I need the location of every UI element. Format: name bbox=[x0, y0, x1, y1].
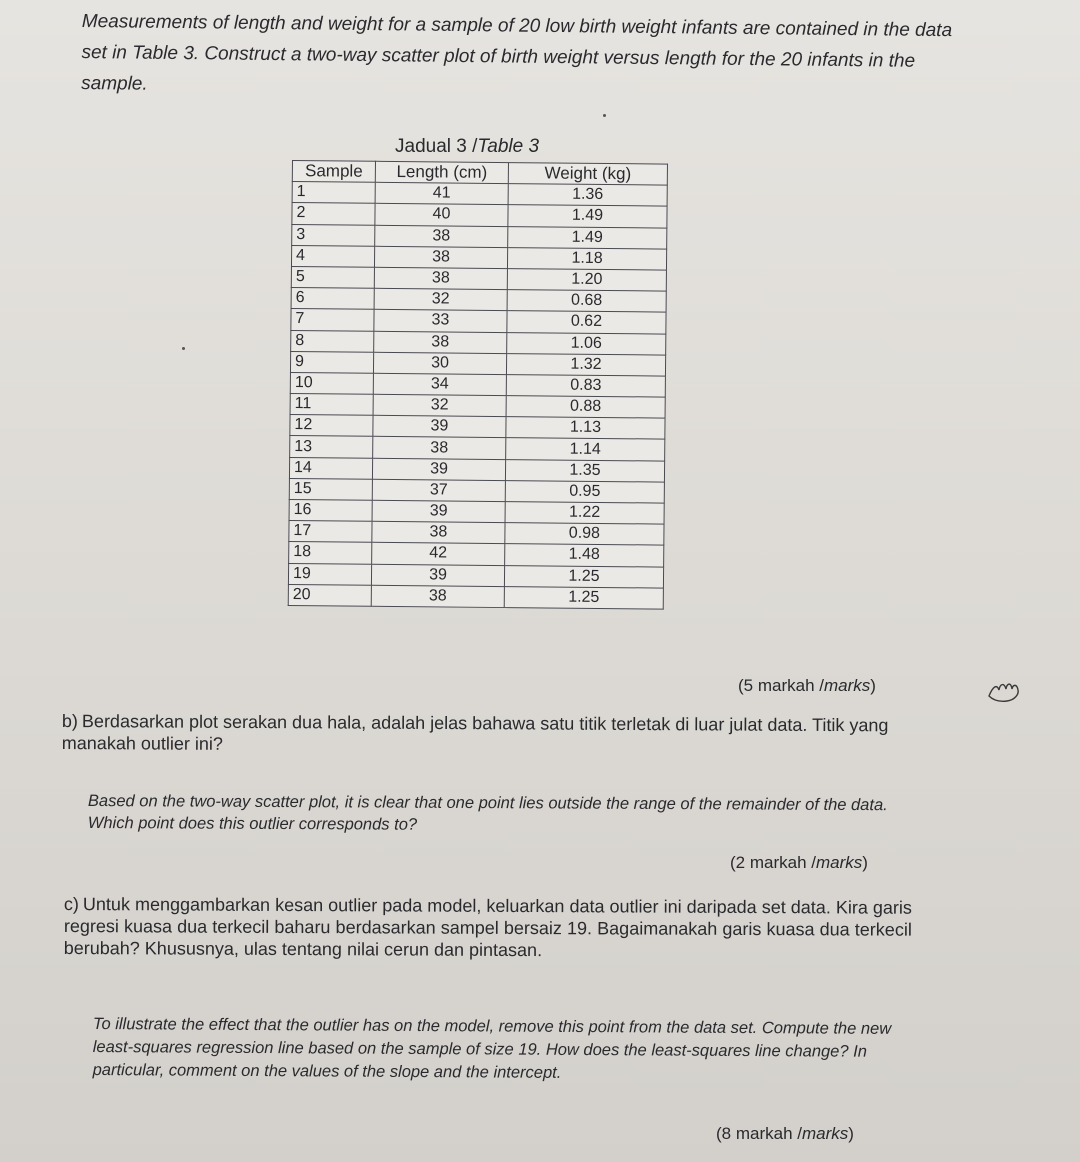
cell-length: 33 bbox=[374, 310, 507, 332]
cell-length: 38 bbox=[372, 521, 505, 543]
part-b-letter: b) bbox=[61, 711, 79, 732]
part-c-letter: c) bbox=[63, 894, 79, 915]
cell-weight: 1.25 bbox=[504, 586, 663, 609]
cell-length: 32 bbox=[373, 394, 506, 416]
part-c-ms bbox=[64, 893, 912, 963]
cell-length: 37 bbox=[372, 479, 505, 501]
cell-weight: 1.22 bbox=[505, 502, 664, 525]
part-b-en: Based on the two-way scatter plot, it is clear that one point lies outside the range of the remainder of the data. Which point does this outlier corresponds to? bbox=[87, 792, 888, 834]
data-table bbox=[288, 160, 668, 610]
cell-weight: 1.49 bbox=[508, 205, 667, 228]
cell-length: 30 bbox=[373, 352, 506, 374]
cell-weight: 1.49 bbox=[508, 226, 667, 249]
cell-length: 38 bbox=[375, 225, 508, 247]
cell-sample: 8 bbox=[291, 330, 374, 352]
cell-length: 39 bbox=[372, 458, 505, 480]
cell-sample: 2 bbox=[292, 203, 375, 225]
cell-weight: 1.13 bbox=[506, 417, 665, 440]
cell-weight: 1.35 bbox=[505, 459, 664, 482]
table-row bbox=[288, 584, 663, 609]
cell-length: 32 bbox=[374, 288, 507, 310]
cell-length: 39 bbox=[371, 564, 504, 586]
cell-sample: 4 bbox=[291, 245, 374, 267]
cell-sample: 13 bbox=[290, 436, 373, 458]
cell-weight: 0.88 bbox=[506, 396, 665, 419]
cell-weight: 1.14 bbox=[506, 438, 665, 461]
cell-sample: 19 bbox=[288, 563, 371, 585]
cell-weight: 0.95 bbox=[505, 480, 664, 503]
cell-weight: 1.06 bbox=[507, 332, 666, 355]
table-title-en: Table 3 bbox=[477, 136, 540, 157]
cell-weight: 1.20 bbox=[507, 269, 666, 292]
question-intro: Measurements of length and weight for a sample of 20 low birth weight infants are contained in the data set in Table 3. Construct a two-way scatter plot of birth weight versus length for the 20 infants in the sample. bbox=[81, 10, 953, 95]
hand-doodle-icon bbox=[985, 676, 1029, 706]
cell-length: 39 bbox=[372, 500, 505, 522]
cell-weight: 1.18 bbox=[507, 247, 666, 270]
cell-weight: 1.48 bbox=[505, 544, 664, 567]
cell-sample: 5 bbox=[291, 266, 374, 288]
cell-weight: 1.36 bbox=[508, 184, 667, 207]
cell-sample: 11 bbox=[290, 394, 373, 416]
cell-sample: 18 bbox=[289, 542, 372, 564]
stray-mark bbox=[603, 114, 606, 117]
cell-weight: 0.83 bbox=[506, 374, 665, 397]
cell-length: 38 bbox=[371, 585, 504, 607]
cell-length: 38 bbox=[374, 331, 507, 353]
marks-b: (2 markah /marks) bbox=[730, 853, 868, 872]
stray-mark bbox=[182, 347, 185, 350]
table-title bbox=[395, 136, 539, 158]
cell-length: 41 bbox=[375, 182, 508, 204]
cell-weight: 1.32 bbox=[506, 353, 665, 376]
cell-length: 38 bbox=[374, 246, 507, 268]
cell-sample: 14 bbox=[289, 457, 372, 479]
cell-length: 34 bbox=[373, 373, 506, 395]
part-c-en: To illustrate the effect that the outlier has on the model, remove this point from the data set. Compute the new least-squares regression line based on the sample of size 19. How does the least-squares line change? In particular, comment on the values of the slope and the intercept. bbox=[92, 1014, 892, 1082]
cell-sample: 15 bbox=[289, 478, 372, 500]
cell-sample: 9 bbox=[290, 351, 373, 373]
cell-sample: 12 bbox=[290, 415, 373, 437]
cell-weight: 0.68 bbox=[507, 290, 666, 313]
header-weight: Weight (kg) bbox=[508, 163, 667, 186]
cell-weight: 0.62 bbox=[507, 311, 666, 334]
cell-length: 40 bbox=[375, 204, 508, 226]
cell-sample: 17 bbox=[289, 521, 372, 543]
cell-sample: 3 bbox=[292, 224, 375, 246]
cell-length: 39 bbox=[373, 416, 506, 438]
cell-sample: 6 bbox=[291, 288, 374, 310]
cell-length: 38 bbox=[374, 267, 507, 289]
header-sample: Sample bbox=[292, 161, 375, 183]
cell-sample: 16 bbox=[289, 499, 372, 521]
cell-length: 38 bbox=[373, 437, 506, 459]
cell-sample: 20 bbox=[288, 584, 371, 606]
part-b-ms-text: Berdasarkan plot serakan dua hala, adalah jelas bahawa satu titik terletak di luar julat data. Titik yang manakah outlier ini? bbox=[61, 711, 889, 754]
table-title-ms: Jadual 3 / bbox=[395, 136, 478, 157]
cell-weight: 1.25 bbox=[504, 565, 663, 588]
part-b-ms bbox=[62, 710, 932, 759]
marks-a: (5 markah /marks) bbox=[738, 676, 876, 695]
cell-length: 42 bbox=[372, 543, 505, 565]
marks-c: (8 markah /marks) bbox=[716, 1124, 854, 1143]
part-c-ms-text: Untuk menggambarkan kesan outlier pada model, keluarkan data outlier ini daripada set data. Kira garis regresi kuasa dua terkecil baharu berdasarkan sampel bersaiz 19. Bagaimanakah garis kuasa dua terkecil berubah? Khususnya, ulas tentang nilai cerun dan pintasan. bbox=[63, 894, 912, 961]
table-header-row bbox=[292, 161, 667, 186]
header-length: Length (cm) bbox=[375, 161, 508, 183]
cell-sample: 1 bbox=[292, 182, 375, 204]
cell-weight: 0.98 bbox=[505, 523, 664, 546]
cell-sample: 7 bbox=[291, 309, 374, 331]
cell-sample: 10 bbox=[290, 372, 373, 394]
